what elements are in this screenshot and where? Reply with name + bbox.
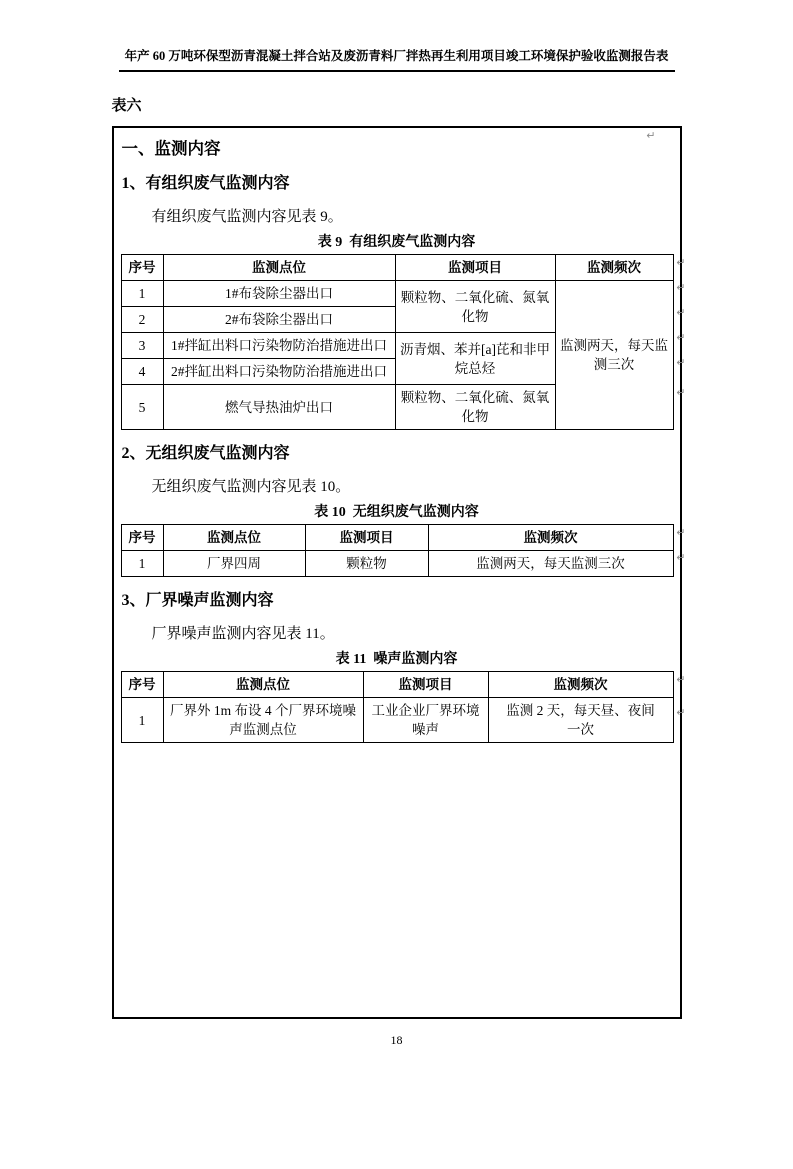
- col-header-freq: 监测频次: [428, 525, 673, 551]
- section-title: 一、监测内容: [121, 139, 221, 158]
- col-header-freq: 监测频次: [555, 255, 673, 281]
- running-header-title: 年产 60 万吨环保型沥青混凝土拌合站及废沥青料厂拌热再生利用项目竣工环境保护验收监测报告表: [119, 47, 675, 72]
- cell-point: 1#布袋除尘器出口: [163, 281, 395, 307]
- cell-freq: 监测两天，每天监测三次: [428, 551, 673, 577]
- table9-wrap: [121, 254, 686, 430]
- paragraph-mark-icon: ↵: [676, 356, 686, 369]
- cell-item: 工业企业厂界环境噪声: [363, 698, 488, 743]
- cell-freq: [488, 698, 673, 743]
- cell-seq: 3: [121, 333, 163, 359]
- cell-seq: 4: [121, 359, 163, 385]
- table10-caption: 表 10 无组织废气监测内容: [314, 505, 479, 520]
- col-header-item: 监测项目: [363, 672, 488, 698]
- heading-fugitive-gas: 2、无组织废气监测内容: [121, 445, 290, 462]
- table-header-row: [121, 525, 673, 551]
- cell-seq: 1: [121, 698, 163, 743]
- table11-caption: 表 11 噪声监测内容: [335, 652, 458, 667]
- col-header-point: 监测点位: [163, 255, 395, 281]
- table-row: [121, 281, 673, 307]
- col-header-seq: 序号: [121, 672, 163, 698]
- intro-boundary-noise: 厂界噪声监测内容见表 11。: [151, 626, 335, 642]
- cell-seq: 5: [121, 385, 163, 430]
- cell-point: 燃气导热油炉出口: [163, 385, 395, 430]
- cell-point: 1#拌缸出料口污染物防治措施进出口: [163, 333, 395, 359]
- cell-item-merged: 沥青烟、苯并[a]芘和非甲烷总烃: [395, 333, 555, 385]
- heading-boundary-noise: 3、厂界噪声监测内容: [121, 592, 274, 609]
- cell-seq: 1: [121, 551, 163, 577]
- paragraph-mark-icon: ↵: [676, 306, 686, 319]
- intro-fugitive-gas: 无组织废气监测内容见表 10。: [151, 479, 351, 495]
- form-sheet-label: 表六: [111, 98, 142, 114]
- document-page: [0, 47, 793, 1169]
- paragraph-mark-icon: ↵: [676, 256, 686, 269]
- heading-organized-gas: 1、有组织废气监测内容: [121, 175, 290, 192]
- table-row: [121, 551, 673, 577]
- table-header-row: [121, 255, 673, 281]
- table-header-row: [121, 672, 673, 698]
- table-11: [121, 671, 674, 743]
- table11-wrap: [121, 671, 686, 743]
- col-header-freq: 监测频次: [488, 672, 673, 698]
- intro-organized-gas: 有组织废气监测内容见表 9。: [151, 209, 343, 225]
- col-header-seq: 序号: [121, 255, 163, 281]
- table-10: [121, 524, 674, 577]
- col-header-seq: 序号: [121, 525, 163, 551]
- col-header-item: 监测项目: [395, 255, 555, 281]
- paragraph-mark-icon: ↵: [676, 673, 686, 686]
- paragraph-mark-icon: ↵: [676, 551, 686, 564]
- col-header-point: 监测点位: [163, 672, 363, 698]
- cell-point: 厂界四周: [163, 551, 305, 577]
- paragraph-mark-icon: ↵: [676, 706, 686, 719]
- paragraph-mark-icon: ↵: [676, 526, 686, 539]
- table-row: [121, 698, 673, 743]
- table10-wrap: [121, 524, 686, 577]
- cell-freq-text: 监测 2 天，每天昼、夜间一次: [506, 703, 655, 737]
- col-header-point: 监测点位: [163, 525, 305, 551]
- table-9: [121, 254, 674, 430]
- table9-caption: 表 9 有组织废气监测内容: [317, 235, 476, 250]
- cell-item: 颗粒物、二氧化硫、氮氧化物: [395, 385, 555, 430]
- content-box: [112, 126, 686, 1019]
- cell-seq: 1: [121, 281, 163, 307]
- cell-point: 厂界外 1m 布设 4 个厂界环境噪声监测点位: [163, 698, 363, 743]
- paragraph-mark-icon: ↵: [676, 386, 686, 399]
- paragraph-mark-icon: ↵: [676, 281, 686, 294]
- cell-point: 2#布袋除尘器出口: [163, 307, 395, 333]
- paragraph-mark-icon: ↵: [676, 331, 686, 344]
- paragraph-mark-icon: ↵: [646, 129, 656, 142]
- cell-point: 2#拌缸出料口污染物防治措施进出口: [163, 359, 395, 385]
- cell-item: 颗粒物: [305, 551, 428, 577]
- cell-freq-merged: 监测两天，每天监测三次: [555, 281, 673, 430]
- cell-seq: 2: [121, 307, 163, 333]
- col-header-item: 监测项目: [305, 525, 428, 551]
- page-number: 18: [390, 1033, 403, 1047]
- cell-item-merged: 颗粒物、二氧化硫、氮氧化物: [395, 281, 555, 333]
